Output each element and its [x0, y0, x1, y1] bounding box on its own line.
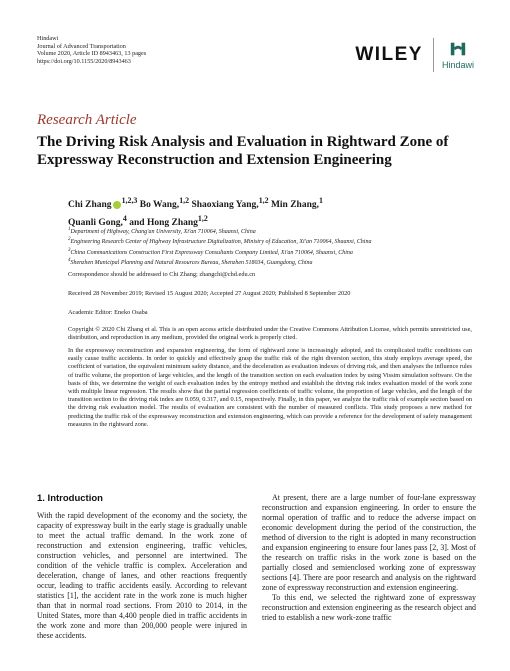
- abstract: In the expressway reconstruction and expansion engineering, the form of rightward zone is increasingly adopted, and its complicated traffic conditions can easily cause traffic accidents. In order to quickly and effectively grasp the traffic risk of the right diversion section, this study employs average speed, the coefficient of variation, the equivalent minimum safety distance, and the deceleration as evaluation indexes of driving risk, and then analyses the influence rules of traffic volume, the proportion of large vehicles, and the length of the transition section on each evaluation index by using Vissim simulation software. On the basis of this, we determine the weight of each evaluation index by the entropy method and establish the driving risk index evaluation model of the work zone with multiple linear regression. The results show that the partial regression coefficients of traffic volume, the proportion of large vehicles, and the length of the transition section to the driving risk index are 0.059, 0.317, and 0.15, respectively. Finally, in this paper, we analyze the traffic risk of example section based on the driving risk evaluation model. The results of evaluation are consistent with the number of measured conflicts. This study proposes a new method for predicting the traffic risk of the expressway reconstruction and extension engineering, which can provide a reference for the development of safety management measures in the rightward zone.: [68, 347, 472, 428]
- logo-divider: [433, 38, 434, 72]
- wiley-logo: WILEY: [355, 44, 423, 65]
- author-name[interactable]: Shaoxiang Yang,: [191, 200, 259, 211]
- article-type: Research Article: [37, 112, 137, 128]
- author-affil-sup: 4: [122, 214, 127, 224]
- journal-name: Journal of Advanced Transportation: [37, 42, 126, 50]
- publisher-line: Hindawi: [37, 35, 59, 42]
- author-affil-sup: 1,2: [179, 196, 190, 205]
- academic-editor: Academic Editor: Eneko Osaba: [68, 309, 148, 316]
- body-paragraph: At present, there are a large number of four-lane expressway reconstruction and expansion engineering. In order to ensure the normal operation of traffic and to reduce the adverse impact on economic development during the period of the construction, the method of diversion to the right is adopted in many reconstruction and expansion engineering to ensure four lanes pass [2, 3]. Most of the research on traffic risks in the work zone is based on the partially closed and semienclosed working zone of expressway sections [4]. There are poor research and analysis on the rightward zone of expressway reconstruction and extension engineering.: [262, 493, 476, 592]
- body-paragraph: With the rapid development of the economy and the society, the capacity of expressway built in the early stage is gradually unable to meet the actual traffic demand. In the work zone of reconstruction and extension engineering, traffic vehicles, construction vehicles, and personnel are intertwined. The condition of the vehicle traffic is complex. Acceleration and deceleration, change of lanes, and other reactions frequently occur, leading to traffic accidents easily. According to relevant statistics [1], the accident rate in the work zone is much higher than that in normal road sections. From 2010 to 2014, in the United States, more than 4,400 people died in traffic accidents in the work zone and more than 200,000 people were injured in these accidents.: [37, 511, 247, 640]
- doi-link[interactable]: https://doi.org/10.1155/2020/8943463: [37, 57, 131, 65]
- affiliation: $^4$Shenzhen Municipal Planning and Natural Resources Bureau, Shenzhen 518034, Guangdong, China: [68, 258, 313, 267]
- author-affil-sup: 1,2: [258, 196, 269, 205]
- author-affil-sup: 1,2: [197, 214, 208, 224]
- volume-line: Volume 2020, Article ID 8943463, 13 pages: [37, 50, 147, 58]
- correspondence: Correspondence should be addressed to Chi Zhang; zhangchi@chd.edu.cn: [68, 271, 256, 278]
- body-paragraph: To this end, we selected the rightward zone of expressway reconstruction and extension engineering as the research object and tried to establish a new work-zone traffic: [262, 593, 476, 622]
- author-name[interactable]: Bo Wang,: [139, 200, 180, 211]
- section-heading: 1. Introduction: [37, 493, 103, 504]
- author-name[interactable]: and Hong Zhang: [129, 218, 198, 229]
- right-column: [262, 493, 476, 623]
- hindawi-mark-icon: [449, 40, 467, 58]
- publication-dates: Received 28 November 2019; Revised 15 August 2020; Accepted 27 August 2020; Published 8 September 2020: [68, 290, 351, 297]
- hindawi-logo: [442, 40, 474, 70]
- left-column: [37, 493, 247, 641]
- author-name[interactable]: Quanli Gong,: [68, 218, 123, 229]
- affiliation: $^1$Department of Highway, Chang'an University, Xi'an 710064, Shaanxi, China: [68, 227, 256, 235]
- author-list: [68, 194, 468, 230]
- hindawi-wordmark: Hindawi: [441, 60, 474, 70]
- author-name[interactable]: Min Zhang,: [270, 200, 319, 211]
- copyright-notice: Copyright © 2020 Chi Zhang et al. This is an open access article distributed under the Creative Commons Attribution License, which permits unrestricted use, distribution, and reproduction in any medium, provided the original work is properly cited.: [68, 326, 472, 342]
- author-name[interactable]: Chi Zhang: [68, 200, 112, 211]
- orcid-icon[interactable]: [113, 201, 121, 209]
- journal-metadata: [37, 35, 146, 65]
- author-affil-sup: 1,2,3: [121, 196, 138, 205]
- affiliation: $^3$China Communications Construction First Expressway Consultants Company Limited, Xi'an 710064, Shaanxi, China: [68, 247, 353, 256]
- publisher-logos: [355, 38, 474, 72]
- author-affil-sup: 1: [319, 196, 323, 205]
- affiliation: $^2$Engineering Research Center of Highway Infrastructure Digitalization, Ministry of Education, Xi'an 710064, Shaanxi, China: [68, 237, 372, 246]
- affiliations: [68, 226, 371, 268]
- article-title: The Driving Risk Analysis and Evaluation in Rightward Zone of Expressway Reconstruction and Extension Engineering: [37, 134, 449, 168]
